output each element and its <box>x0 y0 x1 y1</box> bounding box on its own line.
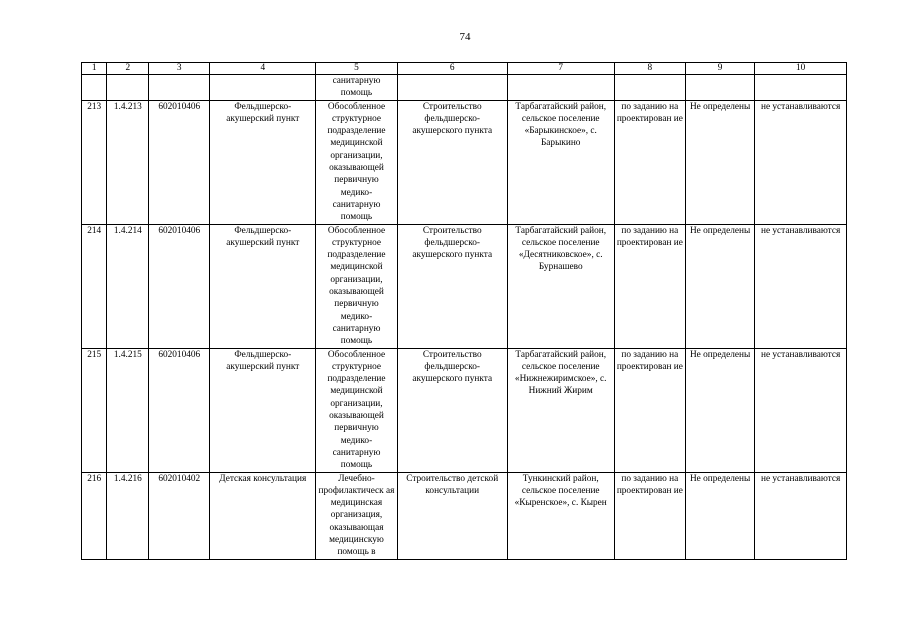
cell-code: 1.4.213 <box>107 100 149 224</box>
header-col-7: 7 <box>507 63 614 75</box>
header-col-4: 4 <box>210 63 316 75</box>
page-number: 74 <box>459 31 471 43</box>
cell-restrictions: не устанавливаются <box>755 100 847 224</box>
cell-capacity: по заданию на проектирован ие <box>614 224 685 348</box>
cell-action: Строительство фельдшерско-акушерского пункта <box>397 100 507 224</box>
objects-table <box>81 62 847 560</box>
cell-purpose: Лечебно-профилактическ ая медицинская организация, оказывающая медицинскую помощь в <box>316 472 397 559</box>
header-col-5: 5 <box>316 63 397 75</box>
cell <box>507 75 614 101</box>
table-row <box>82 348 847 472</box>
cell-zone: Не определены <box>685 224 754 348</box>
cell-action: Строительство фельдшерско-акушерского пункта <box>397 348 507 472</box>
header-col-3: 3 <box>149 63 210 75</box>
cell-object-type: Фельдшерско-акушерский пункт <box>210 224 316 348</box>
cell <box>614 75 685 101</box>
cell <box>397 75 507 101</box>
cell-restrictions: не устанавливаются <box>755 224 847 348</box>
cell-code: 1.4.216 <box>107 472 149 559</box>
header-col-10: 10 <box>755 63 847 75</box>
table-row <box>82 472 847 559</box>
header-col-1: 1 <box>82 63 107 75</box>
table-row <box>82 100 847 224</box>
cell-object-type: Фельдшерско-акушерский пункт <box>210 100 316 224</box>
cell-number: 215 <box>82 348 107 472</box>
cell-purpose: Обособленное структурное подразделение медицинской организации, оказывающей первичную медико-санитарную помощь <box>316 348 397 472</box>
cell <box>149 75 210 101</box>
header-row <box>82 63 847 75</box>
continuation-row <box>82 75 847 101</box>
cell-location: Тарбагатайский район, сельское поселение «Нижнежиримское», с. Нижний Жирим <box>507 348 614 472</box>
cell-code: 1.4.214 <box>107 224 149 348</box>
cell-capacity: по заданию на проектирован ие <box>614 472 685 559</box>
header-col-8: 8 <box>614 63 685 75</box>
cell-number: 216 <box>82 472 107 559</box>
cell-classifier: 602010406 <box>149 348 210 472</box>
cell-action: Строительство детской консультации <box>397 472 507 559</box>
cell-zone: Не определены <box>685 100 754 224</box>
cell <box>210 75 316 101</box>
header-col-2: 2 <box>107 63 149 75</box>
cell-restrictions: не устанавливаются <box>755 472 847 559</box>
cell-capacity: по заданию на проектирован ие <box>614 100 685 224</box>
cell <box>685 75 754 101</box>
cell-capacity: по заданию на проектирован ие <box>614 348 685 472</box>
cell-location: Тункинский район, сельское поселение «Кыренское», с. Кырен <box>507 472 614 559</box>
cell-zone: Не определены <box>685 348 754 472</box>
cell-code: 1.4.215 <box>107 348 149 472</box>
header-col-6: 6 <box>397 63 507 75</box>
cell-zone: Не определены <box>685 472 754 559</box>
table-row <box>82 224 847 348</box>
cell-action: Строительство фельдшерско-акушерского пункта <box>397 224 507 348</box>
cell <box>107 75 149 101</box>
cell-purpose: Обособленное структурное подразделение медицинской организации, оказывающей первичную медико-санитарную помощь <box>316 224 397 348</box>
cell-number: 214 <box>82 224 107 348</box>
cell <box>755 75 847 101</box>
cell-classifier: 602010402 <box>149 472 210 559</box>
cell-classifier: 602010406 <box>149 100 210 224</box>
cell-location: Тарбагатайский район, сельское поселение «Барыкинское», с. Барыкино <box>507 100 614 224</box>
cell-purpose: санитарную помощь <box>316 75 397 101</box>
cell-purpose: Обособленное структурное подразделение медицинской организации, оказывающей первичную медико-санитарную помощь <box>316 100 397 224</box>
header-col-9: 9 <box>685 63 754 75</box>
cell-object-type: Фельдшерско-акушерский пункт <box>210 348 316 472</box>
cell-restrictions: не устанавливаются <box>755 348 847 472</box>
cell-location: Тарбагатайский район, сельское поселение «Десятниковское», с. Бурнашево <box>507 224 614 348</box>
cell-number: 213 <box>82 100 107 224</box>
cell-object-type: Детская консультация <box>210 472 316 559</box>
cell-classifier: 602010406 <box>149 224 210 348</box>
cell <box>82 75 107 101</box>
